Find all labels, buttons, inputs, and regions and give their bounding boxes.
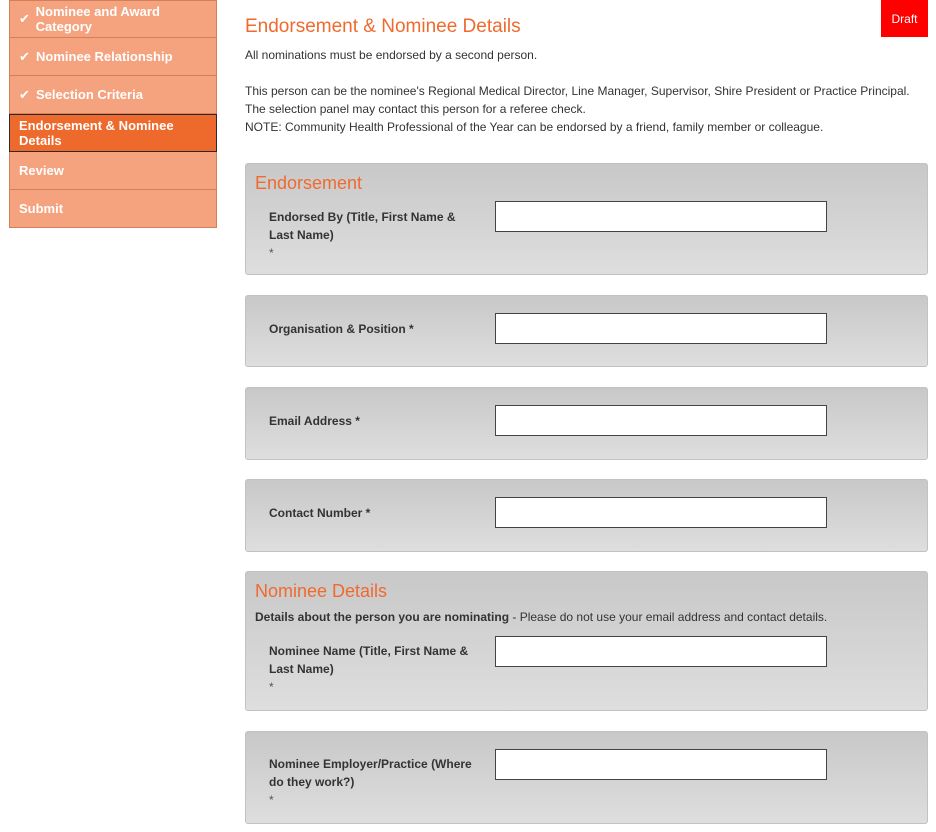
email-panel bbox=[245, 387, 928, 460]
nominee-employer-input[interactable] bbox=[495, 749, 827, 780]
nominee-employer-panel bbox=[245, 731, 928, 824]
intro-text bbox=[245, 46, 928, 136]
section-description bbox=[255, 610, 827, 624]
contact-label: Contact Number * bbox=[269, 506, 371, 520]
required-marker: * bbox=[269, 680, 274, 694]
main-content bbox=[245, 0, 928, 807]
endorsed-by-input[interactable] bbox=[495, 201, 827, 232]
checkmark-icon: ✔ bbox=[19, 86, 30, 102]
email-label: Email Address * bbox=[269, 414, 360, 428]
nominee-details-panel bbox=[245, 571, 928, 711]
organisation-position-input[interactable] bbox=[495, 313, 827, 344]
step-selection-criteria[interactable] bbox=[9, 76, 217, 114]
intro-paragraph: This person can be the nominee's Regional Medical Director, Line Manager, Supervisor, Shire President or Practice Principal. The selection panel may contact this person for a referee check. bbox=[245, 84, 910, 116]
step-label: Endorsement & Nominee Details bbox=[19, 118, 174, 148]
page-title: Endorsement & Nominee Details bbox=[245, 16, 521, 37]
nominee-employer-label bbox=[269, 755, 479, 809]
organisation-panel bbox=[245, 295, 928, 367]
wizard-steps bbox=[9, 0, 217, 228]
contact-number-input[interactable] bbox=[495, 497, 827, 528]
step-nominee-relationship[interactable] bbox=[9, 38, 217, 76]
label-text: Nominee Name (Title, First Name & Last Name) bbox=[269, 644, 469, 676]
step-label: Nominee Relationship bbox=[36, 49, 173, 64]
step-label: Nominee and Award Category bbox=[35, 4, 160, 34]
required-marker: * bbox=[269, 246, 274, 260]
step-label: Selection Criteria bbox=[36, 87, 143, 102]
checkmark-icon: ✔ bbox=[19, 11, 30, 26]
step-submit[interactable] bbox=[9, 190, 217, 228]
step-review[interactable] bbox=[9, 152, 217, 190]
nominee-name-label bbox=[269, 642, 479, 696]
description-rest: - Please do not use your email address and contact details. bbox=[509, 610, 828, 624]
nominee-name-input[interactable] bbox=[495, 636, 827, 667]
section-title: Nominee Details bbox=[255, 581, 388, 601]
required-marker: * bbox=[269, 793, 274, 807]
organisation-label: Organisation & Position * bbox=[269, 322, 414, 336]
section-title: Endorsement bbox=[255, 173, 363, 193]
step-nominee-award-category[interactable] bbox=[9, 0, 217, 38]
step-label: Submit bbox=[19, 201, 64, 216]
step-label: Review bbox=[19, 163, 64, 178]
endorsed-by-label bbox=[269, 208, 479, 262]
contact-panel bbox=[245, 479, 928, 552]
step-endorsement-nominee-details[interactable] bbox=[9, 114, 217, 152]
email-input[interactable] bbox=[495, 405, 827, 436]
label-text: Endorsed By (Title, First Name & Last Name) bbox=[269, 210, 456, 242]
checkmark-icon: ✔ bbox=[19, 48, 30, 64]
draft-badge: Draft bbox=[881, 0, 928, 37]
intro-paragraph: All nominations must be endorsed by a second person. bbox=[245, 48, 538, 62]
label-text: Nominee Employer/Practice (Where do they work?) bbox=[269, 757, 472, 789]
description-bold: Details about the person you are nominating bbox=[255, 610, 510, 624]
endorsement-panel bbox=[245, 163, 928, 275]
intro-note: NOTE: Community Health Professional of the Year can be endorsed by a friend, family member or colleague. bbox=[245, 120, 824, 134]
